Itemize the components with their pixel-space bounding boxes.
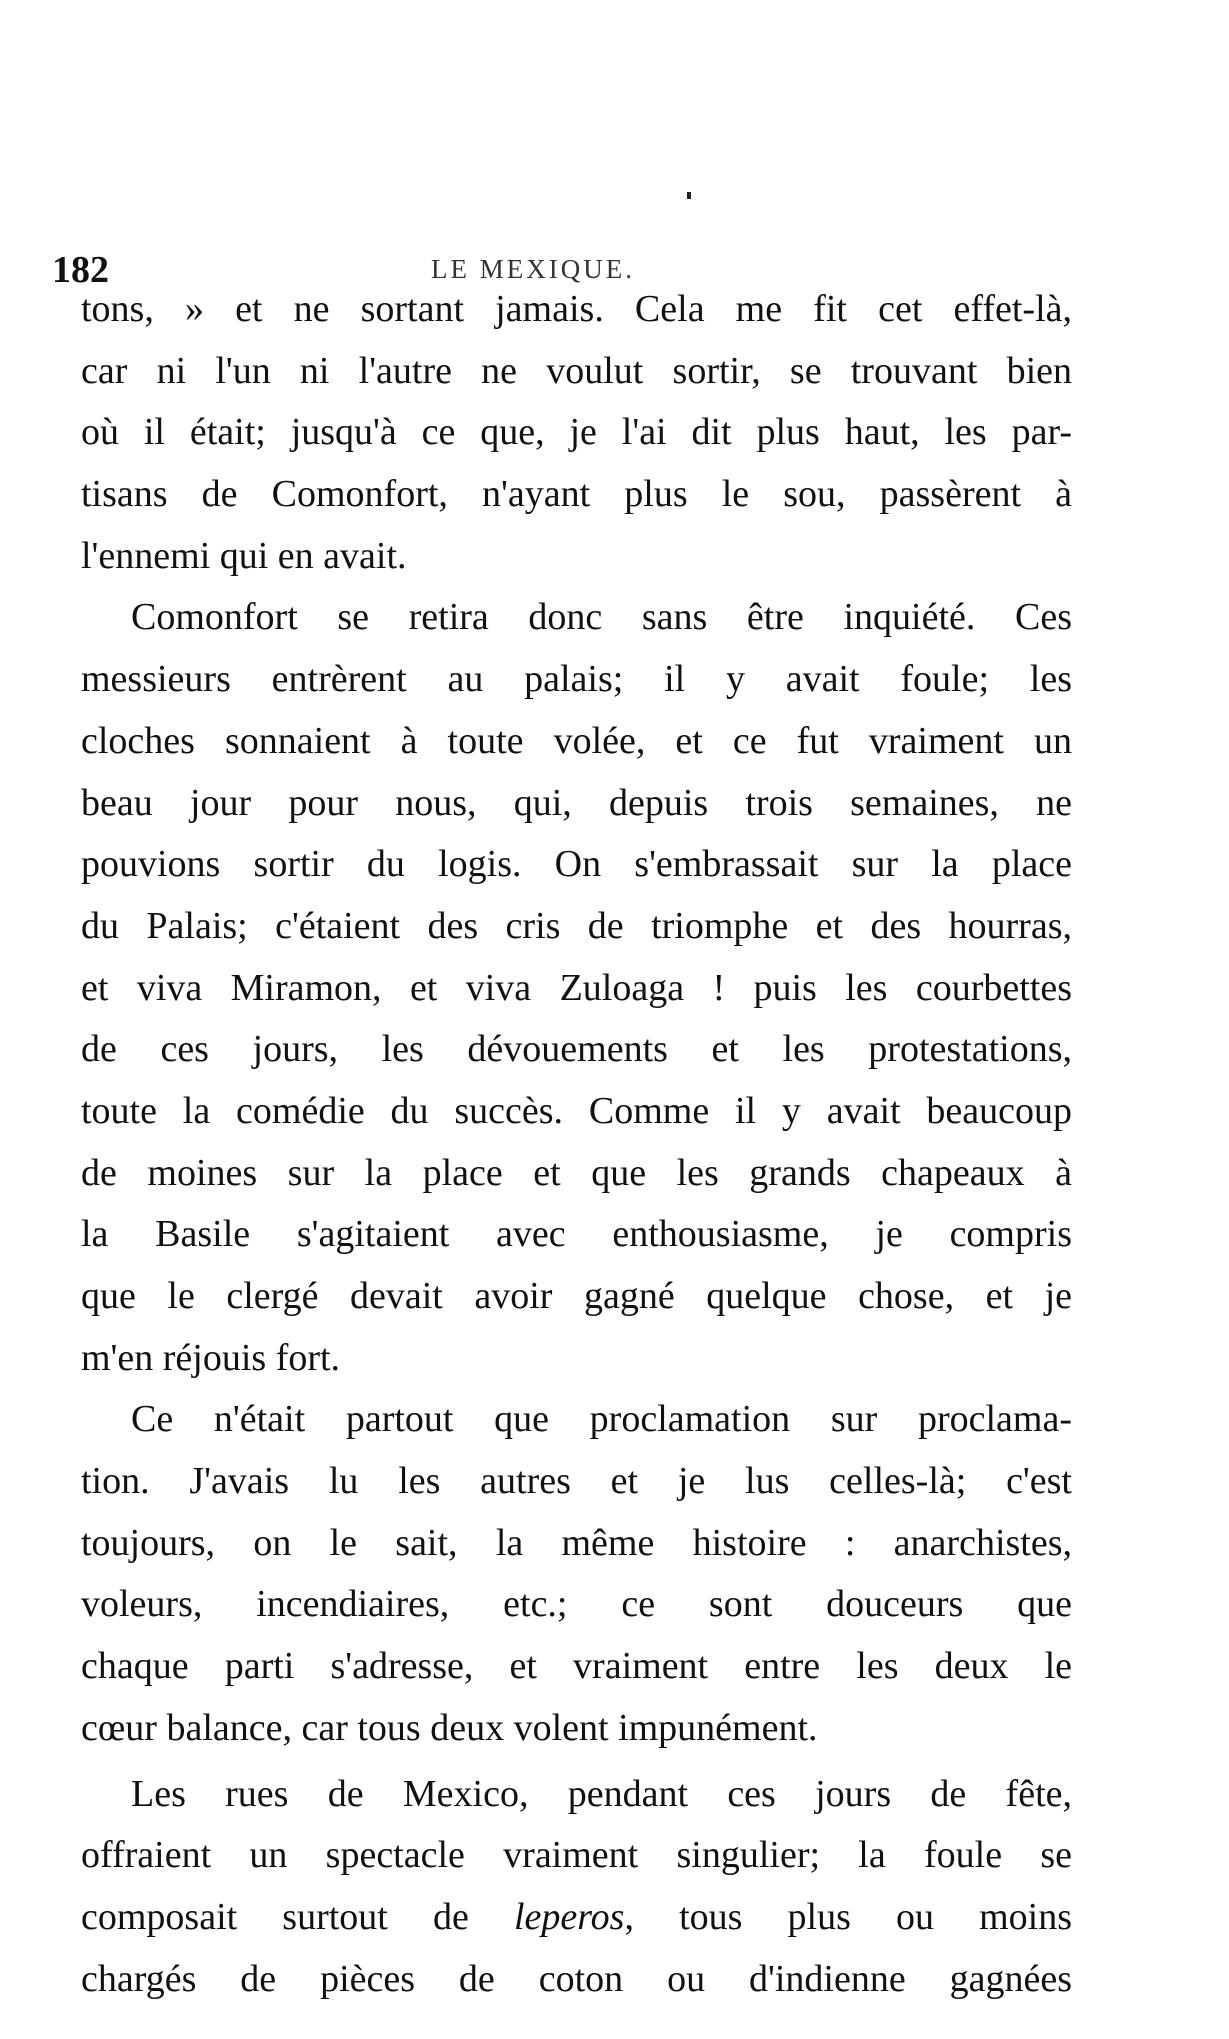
text-line: Comonfort se retira donc sans être inquiété. Ces [131, 596, 1072, 639]
text-line: messieurs entrèrent au palais; il y avait foule; les [81, 658, 1072, 701]
text-span: composait surtout de [81, 1895, 469, 1938]
text-line: de moines sur la place et que les grands chapeaux à [81, 1151, 1072, 1194]
text-line: tion. J'avais lu les autres et je lus celles-là; c'est [81, 1460, 1072, 1503]
text-line: m'en réjouis fort. [81, 1336, 341, 1379]
text-line: où il était; jusqu'à ce que, je l'ai dit plus haut, les par- [81, 411, 1072, 454]
italic-word: leperos [513, 1895, 625, 1938]
text-line: Ce n'était partout que proclamation sur proclama- [131, 1398, 1072, 1441]
text-line: Les rues de Mexico, pendant ces jours de fête, [131, 1772, 1072, 1815]
text-line: pouvions sortir du logis. On s'embrassait sur la place [81, 843, 1072, 886]
text-line: offraient un spectacle vraiment singulier; la foule se [81, 1834, 1072, 1877]
page-body [81, 279, 1072, 2010]
text-line: de ces jours, les dévouements et les protestations, [81, 1028, 1072, 1071]
running-title: LE MEXIQUE. [431, 254, 635, 284]
text-line: toujours, on le sait, la même histoire : anarchistes, [81, 1521, 1072, 1564]
text-line: du Palais; c'étaient des cris de triomphe et des hourras, [81, 904, 1072, 947]
text-line: beau jour pour nous, qui, depuis trois semaines, ne [81, 781, 1072, 824]
text-line: tons, » et ne sortant jamais. Cela me fit cet effet-là, [81, 288, 1072, 330]
text-line: la Basile s'agitaient avec enthousiasme, je compris [81, 1213, 1072, 1256]
text-line: que le clergé devait avoir gagné quelque chose, et je [81, 1275, 1072, 1317]
text-line: car ni l'un ni l'autre ne voulut sortir, se trouvant bien [81, 349, 1072, 392]
text-line: l'ennemi qui en avait. [81, 534, 407, 577]
text-line: chaque parti s'adresse, et vraiment entre les deux le [81, 1645, 1072, 1688]
print-speck [687, 192, 691, 199]
text-line: et viva Miramon, et viva Zuloaga ! puis les courbettes [81, 966, 1072, 1009]
text-line: tisans de Comonfort, n'ayant plus le sou, passèrent à [81, 473, 1072, 516]
page-number: 182 [52, 249, 109, 291]
text-span: , tous plus ou moins [624, 1895, 1073, 1938]
text-line: cloches sonnaient à toute volée, et ce fut vraiment un [81, 719, 1072, 762]
text-line [81, 1887, 1072, 1949]
text-line: chargés de pièces de coton ou d'indienne gagnées [81, 1957, 1072, 2000]
text-line: toute la comédie du succès. Comme il y avait beaucoup [81, 1089, 1072, 1132]
text-line: voleurs, incendiaires, etc.; ce sont douceurs que [81, 1583, 1072, 1626]
text-line: cœur balance, car tous deux volent impunément. [81, 1706, 818, 1749]
